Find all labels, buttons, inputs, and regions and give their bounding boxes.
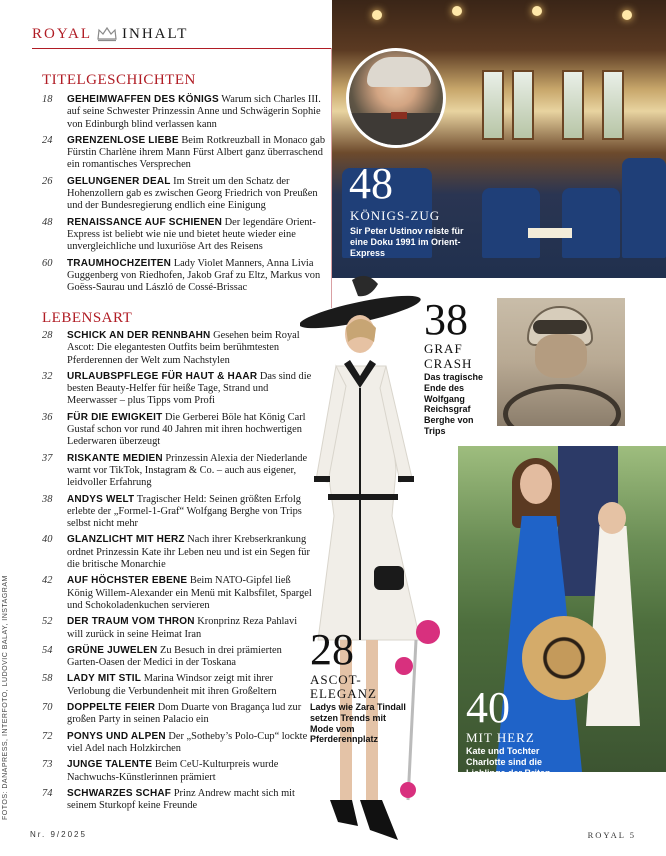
feature-caption: Ladys wie Zara Tindall setzen Trends mit Mode vom Pferderennplatz <box>310 702 406 745</box>
toc-page-number: 54 <box>42 644 53 656</box>
toc-entry-headline: JUNGE TALENTE <box>67 759 153 771</box>
toc-entry <box>42 673 312 698</box>
toc-entry-headline: SCHICK AN DER RENNBAHN <box>67 330 211 341</box>
toc-entry-body <box>67 412 312 449</box>
section-title-titelgeschichten: TITELGESCHICHTEN <box>42 72 196 88</box>
toc-entry <box>42 534 312 571</box>
magazine-name: ROYAL <box>32 25 93 42</box>
ustinov-portrait <box>346 48 446 148</box>
toc-entry-body <box>67 788 312 813</box>
toc-entry-teaser: Nach ihrer Krebserkrankung ordnet Prinzessin Kate ihr Leben neu und ist ein Segen für die britische Monarchie <box>67 534 310 571</box>
toc-page-number: 70 <box>42 702 53 714</box>
toc-entry-headline: GLANZLICHT MIT HERZ <box>67 534 185 546</box>
toc-titelgeschichten <box>42 94 332 298</box>
toc-entry-teaser: Die Gerberei Böle hat König Carl Gustaf schon vor rund 40 Jahren mit ihren hochwertigen Lederwaren überzeugt <box>67 411 306 448</box>
toc-page-number: 52 <box>42 616 53 628</box>
toc-entry-body <box>67 759 312 784</box>
toc-page-number: 32 <box>42 370 53 382</box>
toc-entry-headline: DER TRAUM VOM THRON <box>67 616 195 628</box>
feature-caption: Sir Peter Ustinov reiste für eine Doku 1991 im Orient-Express <box>350 226 464 258</box>
toc-entry-headline: GEHEIMWAFFEN DES KÖNIGS <box>67 94 219 105</box>
issue-number: Nr. 9/2025 <box>30 830 87 839</box>
toc-entry <box>42 94 332 131</box>
toc-entry <box>42 759 312 784</box>
toc-entry-headline: TRAUMHOCHZEITEN <box>67 257 172 269</box>
toc-entry-teaser: Warum sich Charles III. auf seine Schwester Prinzessin Anne und Schwägerin Sophie von Edinburgh blind verlassen kann <box>67 94 321 130</box>
toc-page-number: 36 <box>42 411 53 423</box>
toc-entry-headline: GRÜNE JUWELEN <box>67 644 158 656</box>
feature-caption: Kate und Tochter Charlotte sind die Lieblinge der Briten <box>466 746 551 778</box>
toc-page-number: 73 <box>42 759 53 771</box>
toc-entry-teaser: Das sind die besten Beauty-Helfer für heiße Tage, Strand und Meerwasser – plus Tipps vom Profi <box>67 370 312 407</box>
toc-entry <box>42 371 312 408</box>
toc-entry-body <box>67 616 312 641</box>
toc-entry-teaser: Beim NATO-Gipfel ließ König Willem-Alexander ein Menü mit Kalbsfilet, Spargel und Schokoladenkuchen servieren <box>67 575 312 611</box>
feature-page-number: 48 <box>349 159 393 208</box>
toc-entry-teaser: Tragischer Held: Seinen größten Erfolg erlebte der „Formel-1-Graf“ Wolfgang Berghe von Trips selbst nicht mehr <box>67 493 302 530</box>
feature-title: GRAF <box>424 341 463 356</box>
toc-lebensart <box>42 330 312 816</box>
toc-entry-teaser: Beim CeU-Kulturpreis wurde Nachwuchs-Künstlerinnen prämiert <box>67 759 279 783</box>
toc-entry-headline: RENAISSANCE AUF SCHIENEN <box>67 216 223 228</box>
toc-entry <box>42 330 312 367</box>
section-title-lebensart: LEBENSART <box>42 310 133 326</box>
toc-entry-teaser: Dom Duarte von Bragança lud zur großen Party in seinen Palacio ein <box>67 702 302 726</box>
toc-page-number: 48 <box>42 216 53 228</box>
toc-entry-headline: GRENZENLOSE LIEBE <box>67 134 179 146</box>
feature-title: ELEGANZ <box>310 686 377 701</box>
feature-page-number: 28 <box>310 625 354 674</box>
toc-page-number: 58 <box>42 673 53 685</box>
toc-entry <box>42 176 332 213</box>
feature-caption: Das tragische Ende des Wolfgang Reichsgraf Berghe von Trips <box>424 372 484 436</box>
feature-page-number: 38 <box>424 295 468 344</box>
page-header <box>32 22 188 46</box>
toc-page-number: 40 <box>42 534 53 546</box>
toc-entry-teaser: Gesehen beim Royal Ascot: Die elegantesten Outfits beim berühmtesten Pferderennen der Welt zum Nachstylen <box>67 330 300 366</box>
toc-page-number: 72 <box>42 730 53 742</box>
toc-page-number: 60 <box>42 257 53 269</box>
toc-entry-headline: RISKANTE MEDIEN <box>67 452 163 464</box>
toc-entry-headline: LADY MIT STIL <box>67 673 142 685</box>
header-divider <box>32 48 332 49</box>
toc-entry-body <box>67 494 312 531</box>
von-trips-photo <box>497 298 625 426</box>
toc-entry-teaser: Der legendäre Orient-Express ist beliebt wie nie und bietet heute wieder eine unvergleichliche und luxuriöse Art des Reisens <box>67 216 316 253</box>
toc-entry-body <box>67 330 312 367</box>
toc-page-number: 38 <box>42 493 53 505</box>
toc-entry-teaser: Der „Sotheby’s Polo-Cup“ lockte viel Adel nach Holzkirchen <box>67 730 308 754</box>
toc-entry-teaser: Zu Besuch in drei prämierten Garten-Oasen der Medici in der Toskana <box>67 644 282 669</box>
feature-title: MIT HERZ <box>466 730 535 745</box>
toc-page-number: 28 <box>42 330 53 341</box>
toc-entry <box>42 645 312 670</box>
toc-entry-headline: FÜR DIE EWIGKEIT <box>67 411 163 423</box>
toc-entry <box>42 258 332 295</box>
toc-entry <box>42 412 312 449</box>
toc-entry <box>42 788 312 813</box>
feature-title: ASCOT- <box>310 672 362 687</box>
toc-page-number: 37 <box>42 452 53 464</box>
toc-entry-body <box>67 217 332 254</box>
feature-page-number: 40 <box>466 683 510 732</box>
toc-entry-headline: GELUNGENER DEAL <box>67 175 171 187</box>
toc-entry <box>42 702 312 727</box>
toc-entry-teaser: Marina Windsor zeigt mit ihrer Verlobung die Verbundenheit mit ihren Großeltern <box>67 673 277 697</box>
toc-page-number: 42 <box>42 575 53 587</box>
page-number: ROYAL 5 <box>587 830 636 840</box>
toc-entry-body <box>67 135 332 172</box>
toc-entry-body <box>67 702 312 727</box>
toc-page-number: 18 <box>42 94 53 105</box>
toc-entry-headline: ANDYS WELT <box>67 493 135 505</box>
toc-entry <box>42 217 332 254</box>
toc-entry-headline: DOPPELTE FEIER <box>67 702 156 714</box>
photo-credits: FOTOS: DANAPRESS, INTERFOTO, LUDOVIC BALAY, INSTAGRAM <box>2 575 9 820</box>
crown-icon <box>96 26 118 42</box>
toc-entry-body <box>67 673 312 698</box>
toc-page-number: 24 <box>42 134 53 146</box>
zara-tindall-figure <box>300 270 450 856</box>
toc-entry-body <box>67 94 332 131</box>
toc-entry-teaser: Kronprinz Reza Pahlavi will zurück in seine Heimat Iran <box>67 616 298 640</box>
toc-page-number: 26 <box>42 175 53 187</box>
toc-entry-body <box>67 453 312 490</box>
toc-entry-headline: PONYS UND ALPEN <box>67 730 166 742</box>
toc-entry-teaser: Im Streit um den Schatz der Hohenzollern gab es zwischen Georg Friedrich von Preußen und der Bundesregierung endlich eine Einigung <box>67 175 318 212</box>
toc-entry-body <box>67 575 312 612</box>
toc-entry-teaser: Prinzessin Alexia der Niederlande warnt vor TikTok, Instagram & Co. – auch aus eigener, leidvoller Erfahrung <box>67 452 308 489</box>
toc-entry-headline: URLAUBSPFLEGE FÜR HAUT & HAAR <box>67 370 258 382</box>
toc-entry-body <box>67 371 312 408</box>
toc-entry-body <box>67 731 312 756</box>
toc-entry-body <box>67 176 332 213</box>
toc-entry-body <box>67 258 332 295</box>
toc-page-number: 74 <box>42 787 53 799</box>
toc-entry <box>42 135 332 172</box>
toc-entry-teaser: Prinz Andrew macht sich mit seinem Sturkopf keine Freunde <box>67 787 295 812</box>
toc-entry <box>42 575 312 612</box>
feature-title: KÖNIGS-ZUG <box>350 208 441 223</box>
page-heading: INHALT <box>122 25 189 42</box>
toc-entry <box>42 616 312 641</box>
toc-entry-body <box>67 645 312 670</box>
toc-entry <box>42 453 312 490</box>
toc-entry <box>42 731 312 756</box>
toc-entry-teaser: Beim Rotkreuzball in Monaco gab Fürstin Charlène ihrem Mann Fürst Albert ganz überraschend ein romantisches Versprechen <box>67 134 326 171</box>
toc-entry-teaser: Lady Violet Manners, Anna Livia Guggenberg von Riedhofen, Jakob Graf zu Eltz, Markus von Goëss-Saurau und László de Cossé-Brissac <box>67 257 321 294</box>
toc-entry-headline: SCHWARZES SCHAF <box>67 787 172 799</box>
toc-entry-headline: AUF HÖCHSTER EBENE <box>67 575 188 587</box>
toc-entry-body <box>67 534 312 571</box>
feature-title: CRASH <box>424 356 473 371</box>
toc-entry <box>42 494 312 531</box>
